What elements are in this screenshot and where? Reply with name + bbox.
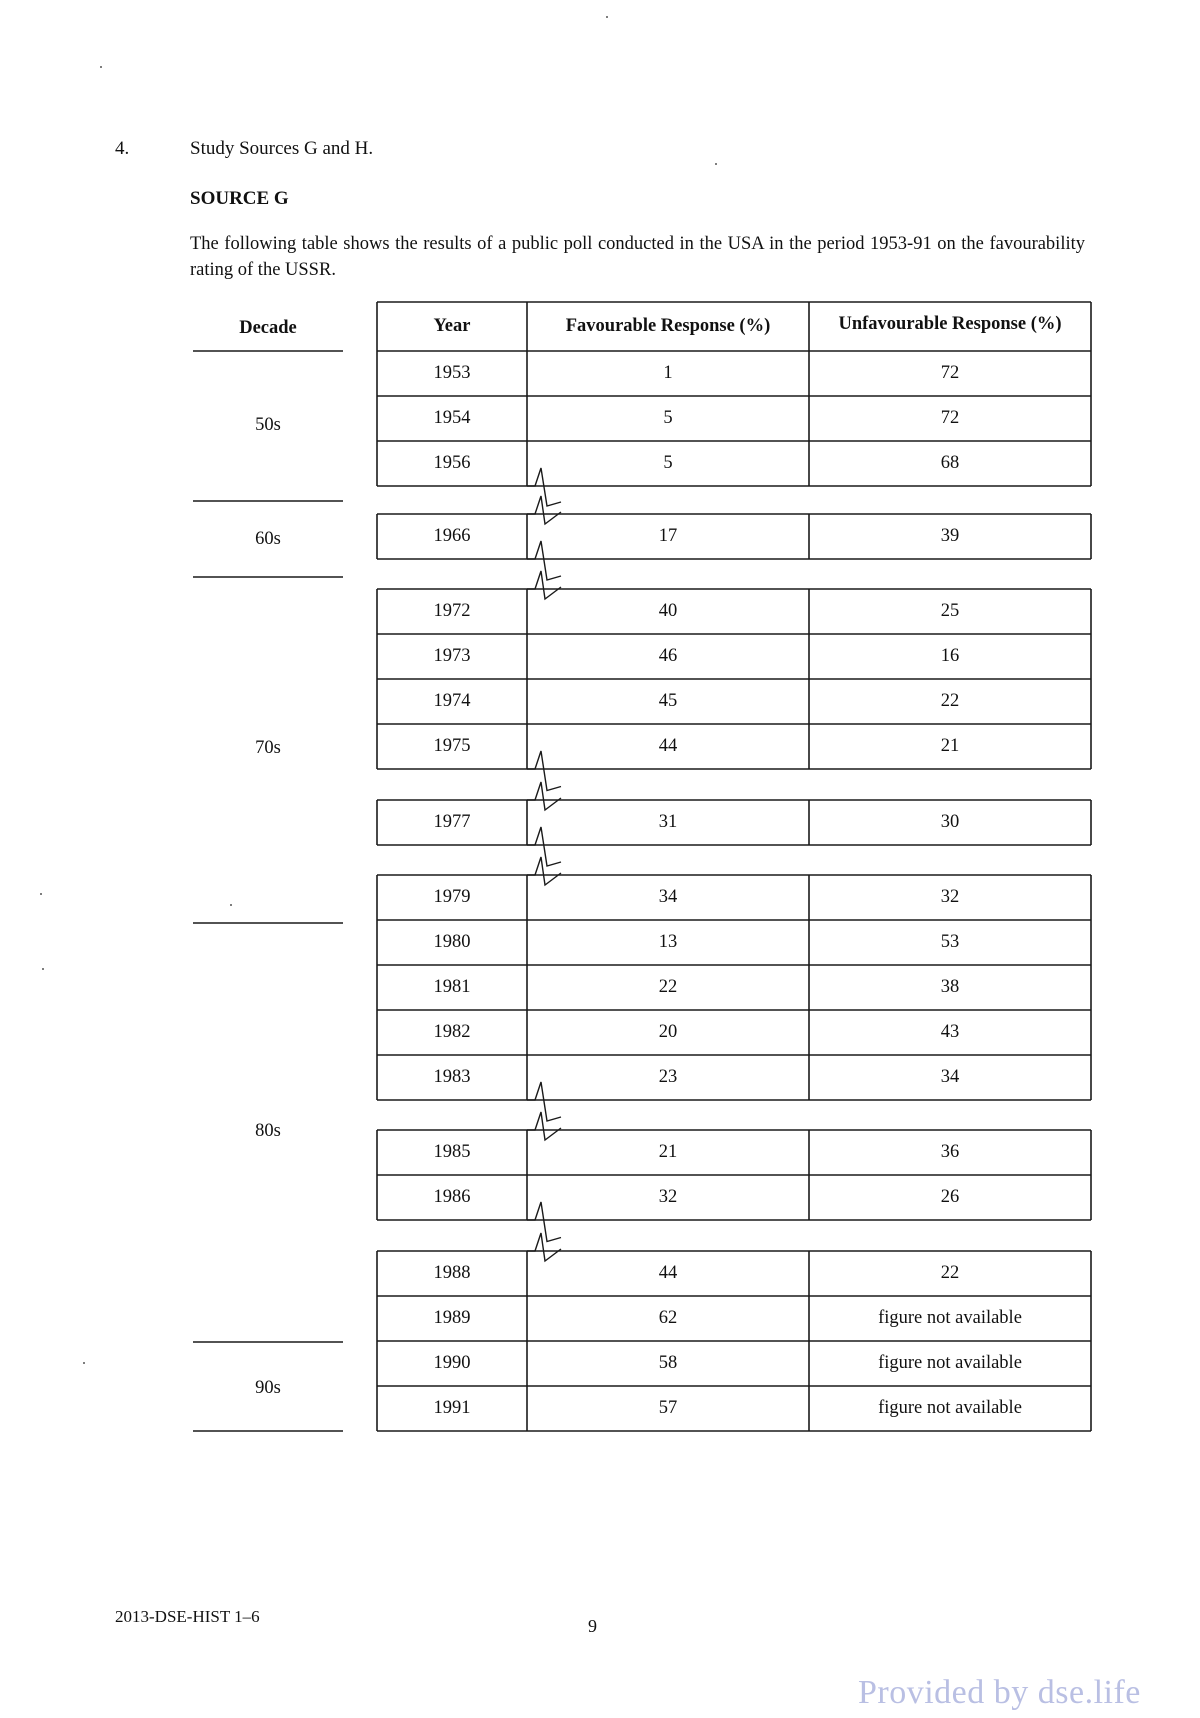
row-year-cell: 1981 [433,977,471,997]
scan-speck [40,893,42,895]
decade-label-50s: 50s [255,415,281,435]
break-marker [527,571,561,599]
row-favourable-cell: 46 [658,646,678,666]
row-unfavourable-cell: 72 [940,363,960,383]
row-favourable-cell: 62 [658,1308,678,1328]
row-favourable-cell: 1 [663,363,673,383]
row-year-cell: 1954 [433,408,471,428]
source-description: The following table shows the results of a public poll conducted in the USA in the period 1953-91 on the favourability rating of the USSR. [190,234,1085,280]
row-favourable-cell: 21 [658,1142,678,1162]
header-unfavourable: Unfavourable Response (%) [838,314,1062,334]
row-unfavourable-cell: 43 [940,1022,960,1042]
row-unfavourable-cell: 25 [940,601,960,621]
row-year-cell: 1988 [433,1263,471,1283]
decade-label-90s: 90s [255,1378,281,1398]
row-year-cell: 1989 [433,1308,471,1328]
row-favourable-cell: 31 [658,812,678,832]
row-year-cell: 1972 [433,601,471,621]
row-favourable-cell: 40 [658,601,678,621]
row-unfavourable-cell: 30 [940,812,960,832]
row-year-cell: 1956 [433,453,471,473]
scan-speck [606,16,608,18]
break-marker [527,857,561,885]
row-year-cell: 1980 [433,932,471,952]
row-favourable-cell: 13 [658,932,678,952]
row-year-cell: 1986 [433,1187,471,1207]
break-marker [527,1112,561,1140]
scan-speck [230,904,232,906]
row-unfavourable-cell: 68 [940,453,960,473]
scan-speck [83,1362,85,1364]
row-favourable-cell: 32 [658,1187,678,1207]
row-unfavourable-cell: 39 [940,526,960,546]
row-year-cell: 1975 [433,736,471,756]
row-year-cell: 1982 [433,1022,471,1042]
watermark: Provided by dse.life [858,1674,1141,1711]
header-decade: Decade [239,318,297,338]
question-instruction: Study Sources G and H. [190,138,374,159]
row-favourable-cell: 34 [658,887,678,907]
break-marker [527,1233,561,1261]
scan-speck [42,968,44,970]
row-unfavourable-cell: 22 [940,691,960,711]
row-year-cell: 1973 [433,646,471,666]
row-favourable-cell: 5 [663,408,673,428]
row-favourable-cell: 58 [658,1353,678,1373]
row-favourable-cell: 45 [658,691,678,711]
paper-code: 2013-DSE-HIST 1–6 [115,1607,260,1626]
row-year-cell: 1979 [433,887,471,907]
page-number: 9 [588,1616,597,1636]
row-year-cell: 1983 [433,1067,471,1087]
row-year-cell: 1966 [433,526,471,546]
row-year-cell: 1990 [433,1353,471,1373]
row-favourable-cell: 44 [658,736,678,756]
scan-speck [100,66,102,68]
row-unfavourable-cell: figure not available [878,1353,1022,1373]
decade-label-70s: 70s [255,738,281,758]
row-unfavourable-cell: figure not available [878,1308,1022,1328]
row-favourable-cell: 17 [658,526,678,546]
header-year: Year [433,316,471,336]
decade-label-60s: 60s [255,529,281,549]
row-unfavourable-cell: 32 [940,887,960,907]
row-year-cell: 1985 [433,1142,471,1162]
row-favourable-cell: 23 [658,1067,678,1087]
break-marker [527,782,561,810]
row-favourable-cell: 5 [663,453,673,473]
row-unfavourable-cell: 72 [940,408,960,428]
source-title: SOURCE G [190,188,289,209]
decade-label-80s: 80s [255,1121,281,1141]
row-unfavourable-cell: 36 [940,1142,960,1162]
row-favourable-cell: 44 [658,1263,678,1283]
row-unfavourable-cell: 22 [940,1263,960,1283]
row-favourable-cell: 20 [658,1022,678,1042]
row-year-cell: 1953 [433,363,471,383]
row-unfavourable-cell: 34 [940,1067,960,1087]
row-favourable-cell: 57 [658,1398,678,1418]
row-unfavourable-cell: 53 [940,932,960,952]
row-year-cell: 1977 [433,812,471,832]
row-favourable-cell: 22 [658,977,678,997]
row-unfavourable-cell: 38 [940,977,960,997]
row-year-cell: 1974 [433,691,471,711]
row-unfavourable-cell: 26 [940,1187,960,1207]
row-year-cell: 1991 [433,1398,471,1418]
header-favourable: Favourable Response (%) [565,316,771,336]
scan-speck [715,163,717,165]
question-number: 4. [115,138,130,159]
row-unfavourable-cell: figure not available [878,1398,1022,1418]
row-unfavourable-cell: 16 [940,646,960,666]
row-unfavourable-cell: 21 [940,736,960,756]
break-marker [527,496,561,524]
